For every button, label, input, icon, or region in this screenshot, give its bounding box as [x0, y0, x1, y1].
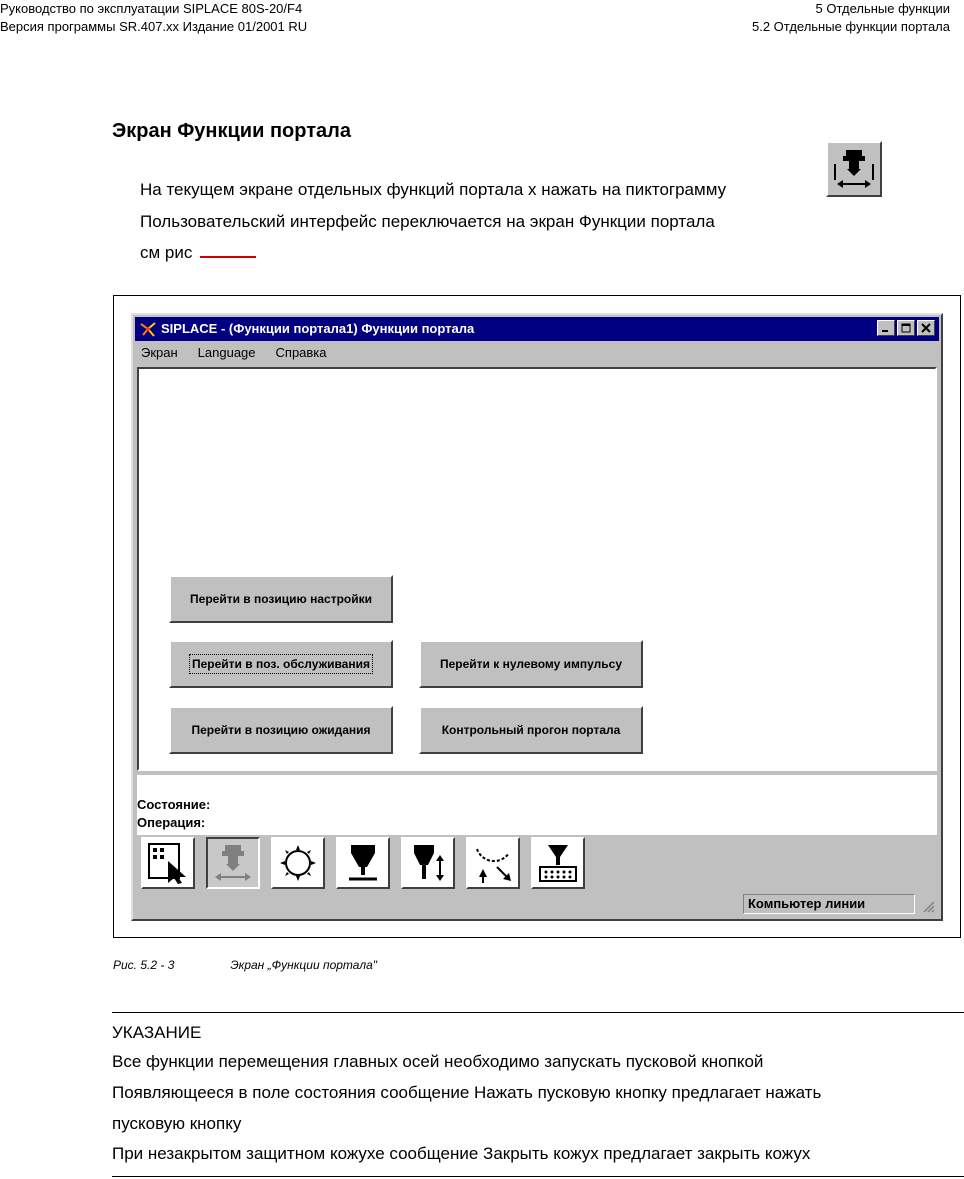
goto-zero-pulse-button[interactable]	[419, 640, 643, 688]
siplace-app-icon	[139, 320, 157, 338]
intro-line-1: На текущем экране отдельных функций портала x нажать на пиктограмму	[140, 180, 727, 199]
maximize-button[interactable]	[897, 320, 915, 336]
page-header-left	[0, 0, 307, 36]
gantry-move-icon[interactable]	[206, 837, 260, 889]
note-line-4: При незакрытом защитном кожухе сообщение Закрыть кожух предлагает закрыть кожух	[112, 1144, 811, 1163]
title-bar	[135, 317, 939, 341]
menu-help[interactable]: Справка	[275, 345, 327, 360]
intro-line-2: Пользовательский интерфейс переключается на экран Функции портала	[140, 212, 715, 231]
note-line-2: Появляющееся в поле состояния сообщение Нажать пусковую кнопку предлагает нажать	[112, 1083, 822, 1102]
chapter-title: 5 Отдельные функции	[815, 1, 950, 16]
select-grid-icon[interactable]	[141, 837, 195, 889]
figure-reference-link[interactable]	[200, 244, 256, 258]
close-button[interactable]	[917, 320, 935, 336]
function-toolbar	[141, 837, 585, 889]
manual-title: Руководство по эксплуатации SIPLACE 80S-20/F4	[0, 1, 303, 16]
page-header-right	[752, 0, 950, 36]
resize-grip-icon[interactable]	[921, 899, 935, 913]
status-bar	[137, 893, 937, 915]
menu-screen[interactable]: Экран	[141, 345, 178, 360]
window-title: SIPLACE - (Функции портала1) Функции портала	[161, 321, 475, 336]
minimize-button[interactable]	[877, 320, 895, 336]
nozzle-height-icon[interactable]	[401, 837, 455, 889]
figure-caption-text: Экран „Функции портала"	[230, 958, 378, 972]
line-computer-status: Компьютер линии	[743, 894, 915, 914]
goto-setup-position-button[interactable]	[169, 575, 393, 623]
menu-bar	[139, 343, 329, 363]
goto-service-position-label: Перейти в поз. обслуживания	[192, 657, 370, 671]
figure-number: Рис. 5.2 - 3	[113, 958, 175, 972]
goto-wait-position-button[interactable]	[169, 706, 393, 754]
goto-zero-pulse-label: Перейти к нулевому импульсу	[440, 657, 622, 671]
client-area	[137, 367, 937, 771]
note-divider-bottom	[112, 1176, 964, 1177]
menu-language[interactable]: Language	[197, 345, 256, 360]
goto-setup-position-label: Перейти в позицию настройки	[190, 592, 372, 606]
figure-caption	[113, 958, 377, 972]
pickup-head-icon[interactable]	[336, 837, 390, 889]
gantry-test-run-button[interactable]	[419, 706, 643, 754]
placement-board-icon[interactable]	[531, 837, 585, 889]
note-heading: УКАЗАНИЕ	[112, 1023, 202, 1042]
intro-line-3	[140, 243, 256, 263]
rotate-axis-icon[interactable]	[466, 837, 520, 889]
app-window	[131, 313, 943, 921]
gantry-move-icon[interactable]	[826, 141, 882, 197]
status-area	[137, 775, 937, 835]
note-line-1: Все функции перемещения главных осей необходимо запускать пусковой кнопкой	[112, 1052, 764, 1071]
program-version: Версия программы SR.407.xx Издание 01/2001 RU	[0, 19, 308, 34]
star-wheel-icon[interactable]	[271, 837, 325, 889]
note-divider-top	[112, 1012, 964, 1013]
status-label: Состояние:	[137, 797, 211, 812]
section-title: 5.2 Отдельные функции портала	[752, 19, 950, 34]
figure-reference-text: см рис	[140, 243, 193, 262]
page-title: Экран Функции портала	[112, 120, 351, 142]
note-line-3: пусковую кнопку	[112, 1114, 242, 1133]
gantry-test-run-label: Контрольный прогон портала	[441, 723, 621, 737]
operation-label: Операция:	[137, 815, 206, 830]
goto-wait-position-label: Перейти в позицию ожидания	[191, 723, 371, 737]
goto-service-position-button[interactable]	[169, 640, 393, 688]
